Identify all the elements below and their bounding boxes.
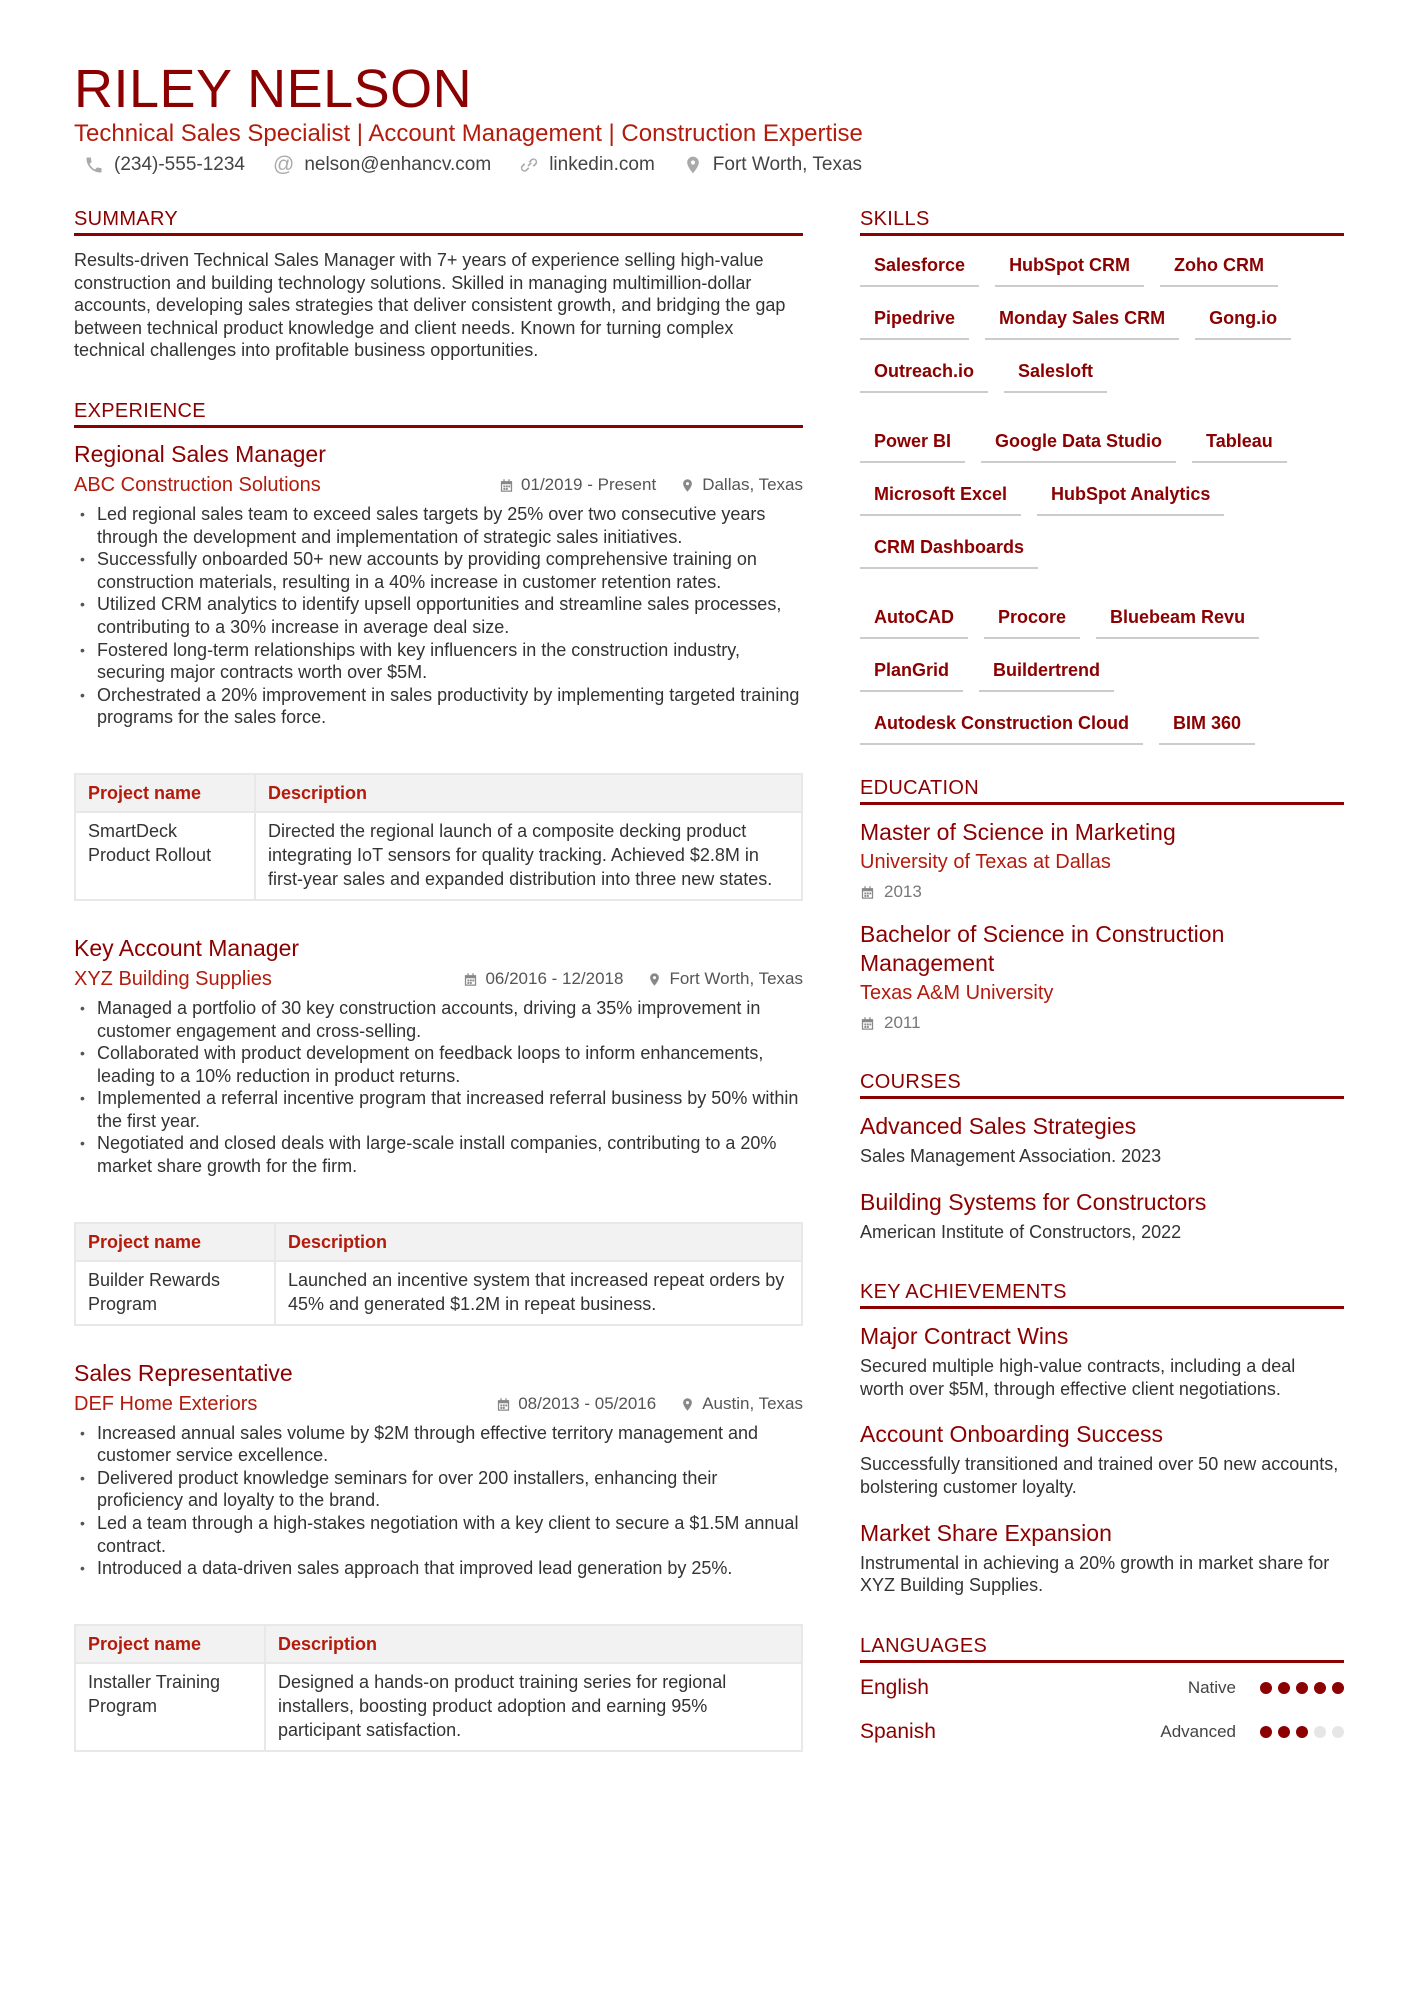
skill-group: [860, 601, 1344, 745]
description-header: Description: [275, 1223, 802, 1261]
job-bullets: [74, 503, 803, 729]
job-dates: 06/2016 - 12/2018: [485, 969, 624, 989]
bullet: • Successfully onboarded 50+ new accounts by providing comprehensive training on construction materials, resulting in a 40% increase in customer retention rates.: [74, 548, 803, 593]
skill-chip: AutoCAD: [860, 601, 968, 639]
project-name-header: Project name: [75, 1625, 265, 1663]
project-name-header: Project name: [75, 774, 255, 812]
job-location: Austin, Texas: [702, 1394, 803, 1414]
grad-year: 2011: [884, 1013, 921, 1032]
bullet: • Increased annual sales volume by $2M through effective territory management and customer service excellence.: [74, 1422, 803, 1467]
skills-heading: SKILLS: [860, 208, 1344, 236]
degree: Bachelor of Science in Construction Management: [860, 921, 1225, 976]
phone: (234)-555-1234: [114, 154, 245, 175]
experience-section: [74, 400, 803, 1752]
company-name: XYZ Building Supplies: [74, 967, 272, 990]
calendar-icon: [499, 478, 514, 493]
job-entry: [74, 935, 803, 1326]
experience-heading: EXPERIENCE: [74, 400, 803, 428]
language-level: Advanced: [1160, 1721, 1236, 1741]
project-name: Installer Training Program: [75, 1663, 265, 1751]
description-header: Description: [265, 1625, 802, 1663]
company-name: ABC Construction Solutions: [74, 473, 321, 496]
job-title: Regional Sales Manager: [74, 440, 326, 467]
calendar-icon: [860, 1016, 875, 1031]
bullet: • Collaborated with product development on feedback loops to inform enhancements, leading to a 10% reduction in product returns.: [74, 1042, 803, 1087]
skill-chip: Power BI: [860, 425, 965, 463]
skill-group: [860, 249, 1344, 393]
school: Texas A&M University: [860, 982, 1054, 1004]
link-icon: [519, 155, 539, 175]
summary-section: [74, 208, 803, 362]
language-name: English: [860, 1675, 929, 1699]
education-heading: EDUCATION: [860, 777, 1344, 805]
rating-dot: [1332, 1682, 1344, 1694]
bullet: • Fostered long-term relationships with key influencers in the construction industry, securing major contracts worth over $5M.: [74, 639, 803, 684]
achievement-detail: Instrumental in achieving a 20% growth in market share for XYZ Building Supplies.: [860, 1552, 1330, 1596]
skill-chip: Monday Sales CRM: [985, 302, 1179, 340]
location-icon: [647, 972, 662, 987]
location-icon: [680, 1397, 695, 1412]
tagline: Technical Sales Specialist | Account Management | Construction Expertise: [74, 120, 863, 147]
course-title: Advanced Sales Strategies: [860, 1113, 1137, 1139]
grad-year: 2013: [884, 882, 922, 901]
skill-chip: HubSpot Analytics: [1037, 478, 1224, 516]
company-name: DEF Home Exteriors: [74, 1392, 258, 1415]
location-icon: [680, 478, 695, 493]
rating-dot: [1260, 1682, 1272, 1694]
calendar-icon: [860, 885, 875, 900]
skill-chip: HubSpot CRM: [995, 249, 1144, 287]
bullet: • Led regional sales team to exceed sales targets by 25% over two consecutive years through the development and implementation of strategic sales initiatives.: [74, 503, 803, 548]
school: University of Texas at Dallas: [860, 851, 1111, 873]
education-item: [860, 920, 1344, 1033]
course-item: [860, 1188, 1344, 1244]
skill-chip: Procore: [984, 601, 1080, 639]
achievement-detail: Successfully transitioned and trained over 50 new accounts, bolstering customer loyalty.: [860, 1454, 1339, 1497]
rating-dot: [1278, 1726, 1290, 1738]
language-item: [860, 1676, 1344, 1700]
project-name: Builder Rewards Program: [75, 1261, 275, 1325]
bullet: • Led a team through a high-stakes negotiation with a key client to secure a $1.5M annual contract.: [74, 1512, 803, 1557]
rating-dot: [1278, 1682, 1290, 1694]
bullet: • Delivered product knowledge seminars for over 200 installers, enhancing their proficiency and loyalty to the brand.: [74, 1467, 803, 1512]
skill-chip: BIM 360: [1159, 707, 1255, 745]
rating-dot: [1260, 1726, 1272, 1738]
skill-chip: Pipedrive: [860, 302, 969, 340]
skill-chip: Buildertrend: [979, 654, 1114, 692]
achievement-title: Account Onboarding Success: [860, 1421, 1164, 1448]
course-title: Building Systems for Constructors: [860, 1188, 1207, 1215]
skill-chip: Autodesk Construction Cloud: [860, 707, 1143, 745]
skill-chip: Salesforce: [860, 249, 979, 287]
achievement-item: [860, 1420, 1344, 1498]
bullet: • Orchestrated a 20% improvement in sales productivity by implementing targeted training programs for the sales force.: [74, 684, 803, 729]
skill-chip: Zoho CRM: [1160, 249, 1278, 287]
summary-text: Results-driven Technical Sales Manager with 7+ years of experience selling high-value construction and building technology solutions. Skilled in managing multimillion-dollar accounts, developing sales strategies that deliver consistent growth, and bridging the gap between technical product knowledge and client needs. Known for turning complex technical challenges into profitable business opportunities.: [74, 250, 786, 361]
skill-chip: Salesloft: [1004, 355, 1107, 393]
education-item: [860, 818, 1344, 902]
bullet: • Introduced a data-driven sales approach that improved lead generation by 25%.: [74, 1557, 803, 1580]
project-table: [74, 773, 803, 901]
skill-chip: Gong.io: [1195, 302, 1291, 340]
phone-icon: [84, 155, 104, 175]
courses-section: [860, 1071, 1344, 1243]
job-title: Sales Representative: [74, 1359, 293, 1386]
project-description: Designed a hands-on product training series for regional installers, boosting product adoption and earning 95% participant satisfaction.: [265, 1663, 802, 1751]
language-name: Spanish: [860, 1719, 936, 1743]
table-row: [75, 1261, 802, 1325]
job-entry: [74, 1360, 803, 1752]
job-location: Dallas, Texas: [702, 475, 803, 495]
description-header: Description: [255, 774, 802, 812]
rating-dot: [1314, 1682, 1326, 1694]
achievements-section: [860, 1281, 1344, 1597]
contact-bar: [84, 153, 862, 177]
project-description: Launched an incentive system that increased repeat orders by 45% and generated $1.2M in repeat business.: [275, 1261, 802, 1325]
bullet: • Utilized CRM analytics to identify upsell opportunities and streamline sales processes, contributing to a 30% increase in average deal size.: [74, 593, 803, 638]
job-bullets: [74, 1422, 803, 1580]
at-icon: @: [272, 153, 295, 176]
course-detail: American Institute of Constructors, 2022: [860, 1221, 1182, 1242]
project-name-header: Project name: [75, 1223, 275, 1261]
bullet: • Negotiated and closed deals with large-scale install companies, contributing to a 20% market share growth for the firm.: [74, 1132, 803, 1177]
education-section: [860, 777, 1344, 1033]
candidate-name: RILEY NELSON: [74, 59, 473, 119]
calendar-icon: [463, 972, 478, 987]
course-item: [860, 1112, 1344, 1168]
degree: Master of Science in Marketing: [860, 819, 1176, 845]
job-title: Key Account Manager: [74, 934, 300, 961]
calendar-icon: [496, 1397, 511, 1412]
summary-heading: SUMMARY: [74, 208, 803, 236]
language-level: Native: [1187, 1677, 1236, 1697]
project-description: Directed the regional launch of a composite decking product integrating IoT sensors for quality tracking. Achieved $2.8M in first-year sales and expanded distribution into three new states.: [255, 812, 802, 900]
job-entry: [74, 441, 803, 901]
skill-chip: Google Data Studio: [981, 425, 1176, 463]
project-table: [74, 1624, 803, 1752]
achievement-item: [860, 1519, 1344, 1597]
rating-dot: [1296, 1726, 1308, 1738]
job-dates: 08/2013 - 05/2016: [518, 1394, 657, 1414]
location: Fort Worth, Texas: [712, 154, 863, 175]
bullet: • Managed a portfolio of 30 key construction accounts, driving a 35% improvement in customer engagement and cross-selling.: [74, 997, 803, 1042]
achievement-title: Major Contract Wins: [860, 1323, 1069, 1350]
skill-group: [860, 425, 1344, 569]
skill-chip: Microsoft Excel: [860, 478, 1021, 516]
achievement-item: [860, 1322, 1344, 1400]
skill-chip: PlanGrid: [860, 654, 963, 692]
skill-chip: CRM Dashboards: [860, 531, 1038, 569]
job-dates: 01/2019 - Present: [521, 475, 657, 495]
rating-dot: [1296, 1682, 1308, 1694]
project-table: [74, 1222, 803, 1326]
skills-section: [860, 208, 1344, 745]
languages-section: [860, 1635, 1344, 1744]
bullet: • Implemented a referral incentive program that increased referral business by 50% within the first year.: [74, 1087, 803, 1132]
achievement-title: Market Share Expansion: [860, 1519, 1112, 1546]
courses-heading: COURSES: [860, 1071, 1344, 1099]
languages-heading: LANGUAGES: [860, 1635, 1344, 1663]
job-location: Fort Worth, Texas: [669, 969, 803, 989]
achievement-detail: Secured multiple high-value contracts, including a deal worth over $5M, through effective client negotiations.: [860, 1356, 1296, 1399]
language-item: [860, 1720, 1344, 1744]
course-detail: Sales Management Association. 2023: [860, 1146, 1162, 1166]
skill-chip: Outreach.io: [860, 355, 988, 393]
rating-dot: [1332, 1726, 1344, 1738]
linkedin[interactable]: linkedin.com: [549, 154, 655, 175]
table-row: [75, 812, 802, 900]
rating-dot: [1314, 1726, 1326, 1738]
table-row: [75, 1663, 802, 1751]
skill-chip: Tableau: [1192, 425, 1287, 463]
skill-chip: Bluebeam Revu: [1096, 601, 1259, 639]
location-icon: [683, 155, 703, 175]
email[interactable]: nelson@enhancv.com: [304, 154, 492, 175]
job-bullets: [74, 997, 803, 1178]
project-name: SmartDeck Product Rollout: [75, 812, 255, 900]
achievements-heading: KEY ACHIEVEMENTS: [860, 1281, 1344, 1309]
